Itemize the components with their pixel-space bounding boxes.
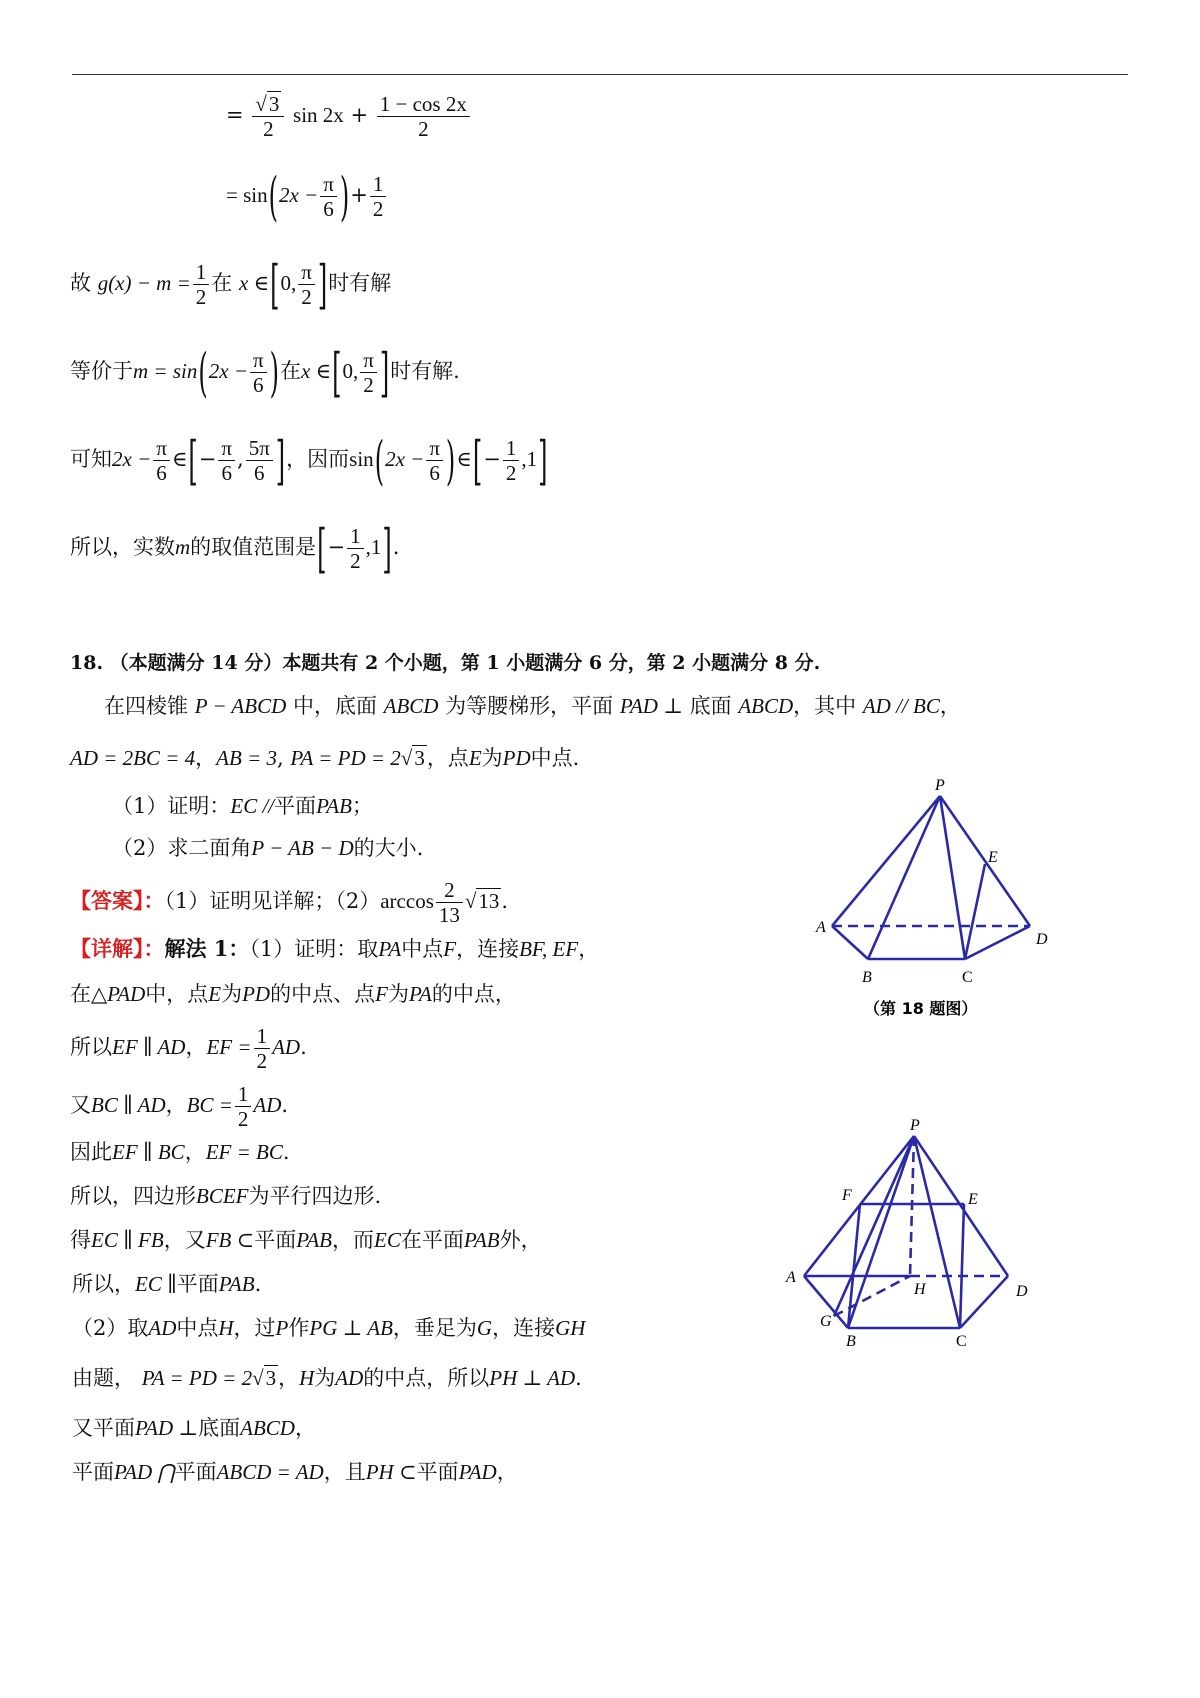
label-C: C <box>956 1333 967 1350</box>
proof-line-1: 在△PAD中，点E为PD的中点、点F为PA的中点， <box>70 982 516 1006</box>
edge-PC <box>940 796 965 959</box>
proof-line-10: 又平面PAD ⊥底面ABCD， <box>72 1416 316 1440</box>
label-A: A <box>786 1269 796 1286</box>
label-D: D <box>1016 1283 1028 1300</box>
detail-label: 【详解】： <box>70 936 165 961</box>
sin-term: sin 2x <box>293 103 344 128</box>
label-C: C <box>962 969 973 986</box>
proof-line-5: 所以，四边形BCEF为平行四边形. <box>70 1184 382 1208</box>
equation-line-1 <box>226 92 472 141</box>
text-line-5: 可知2x − $\frac{\pi}{6}$ ∈[− $\frac{\pi}{6}$ , $\frac{5\pi}{6}$ ]，因而sin(2x − $\frac{\pi}{6}$ )∈[− $\frac{1}{2}$ ,1] <box>70 429 548 492</box>
question-18-title: 18. （本题满分 14 分）本题共有 2 个小题，第 1 小题满分 6 分，第 2 小题满分 8 分. <box>70 652 821 674</box>
figure-caption: （第 18 题图） <box>864 999 978 1018</box>
q18-paragraph-1: 在四棱锥 P − ABCD 中，底面 ABCD 为等腰梯形，平面 PAD ⊥ 底面 ABCD，其中 AD // BC， <box>104 694 961 718</box>
text-line-6: 所以，实数m的取值范围是[− $\frac{1}{2}$ ,1]. <box>70 517 400 580</box>
label-A: A <box>816 919 826 936</box>
proof-line-4: 因此EF ∥ BC，EF = BC. <box>70 1140 290 1164</box>
edge-EC <box>965 864 985 959</box>
header-rule <box>72 74 1128 75</box>
proof-line-6: 得EC ∥ FB，又FB ⊂平面PAB，而EC在平面PAB外， <box>70 1228 542 1252</box>
edge-PD <box>914 1136 1008 1276</box>
eq-sign: = <box>226 103 244 128</box>
edge-PA <box>832 796 940 926</box>
edge-PH-dashed <box>910 1136 914 1276</box>
plus-sign: + <box>350 103 369 128</box>
edge-CD <box>965 926 1030 959</box>
text-line-3: 故 g(x) − m = $\frac{1}{2}$ 在 x ∈[0, $\frac{\pi}{2}$ ]时有解 <box>70 253 392 316</box>
edge-PG <box>834 1136 914 1316</box>
proof-line-9: 由题， PA = PD = 2√3，H为AD的中点，所以PH ⊥ AD. <box>72 1366 582 1390</box>
label-E: E <box>988 849 998 866</box>
answer-label: 【答案】： <box>70 888 165 914</box>
proof-line-7: 所以，EC ∥平面PAB. <box>72 1272 262 1296</box>
proof-line-3: 又BC ∥ AD，BC = $\frac{1}{2}$ AD. <box>70 1082 289 1132</box>
label-G: G <box>820 1313 832 1330</box>
label-F: F <box>842 1187 852 1204</box>
pyramid-figure-2 <box>782 1112 1052 1362</box>
edge-AB <box>832 926 868 959</box>
pyramid-figure-1 <box>810 772 1060 1032</box>
equation-line-2: = sin(2x − $\frac{\pi}{6}$ )+ $\frac{1}{2}$ <box>226 172 388 221</box>
edge-GH-dashed <box>834 1276 910 1316</box>
fraction-1-cos: $\frac{1 - \cos 2x}{2}$ <box>377 92 470 141</box>
proof-line-2: 所以EF ∥ AD，EF = $\frac{1}{2}$ AD. <box>70 1024 307 1074</box>
label-E: E <box>968 1191 978 1208</box>
edge-EC <box>960 1204 964 1328</box>
proof-line-8: （2）取AD中点H，过P作PG ⊥ AB，垂足为G，连接GH <box>72 1316 586 1340</box>
q18-paragraph-2: AD = 2BC = 4，AB = 3, PA = PD = 2√3，点E为PD中点. <box>70 746 580 770</box>
answer-line: 【答案】：（1）证明见详解；（2）arccos $\frac{2}{13}$ √13. <box>70 878 509 928</box>
edge-PB <box>868 796 940 959</box>
label-H: H <box>914 1281 926 1298</box>
edge-PC <box>914 1136 960 1328</box>
q18-subquestion-1: （1）证明：EC //平面PAB； <box>112 794 373 818</box>
label-P: P <box>910 1117 920 1134</box>
label-D: D <box>1036 931 1048 948</box>
label-B: B <box>846 1333 856 1350</box>
edge-PD <box>940 796 1030 926</box>
detail-line: 【详解】：解法 1：（1）证明：取PA中点F，连接BF, EF， <box>70 936 600 961</box>
text-line-4: 等价于m = sin(2x − $\frac{\pi}{6}$ )在x ∈[0, $\frac{\pi}{2}$ ]时有解. <box>70 341 460 404</box>
fraction-sqrt3-over-2: $\frac{√3}{2}$ <box>252 92 284 141</box>
proof-line-11: 平面PAD ⋂平面ABCD = AD，且PH ⊂平面PAD， <box>72 1460 518 1484</box>
label-P: P <box>935 777 945 794</box>
edge-CD <box>960 1276 1008 1328</box>
label-B: B <box>862 969 872 986</box>
q18-subquestion-2: （2）求二面角P − AB − D的大小. <box>112 836 424 860</box>
